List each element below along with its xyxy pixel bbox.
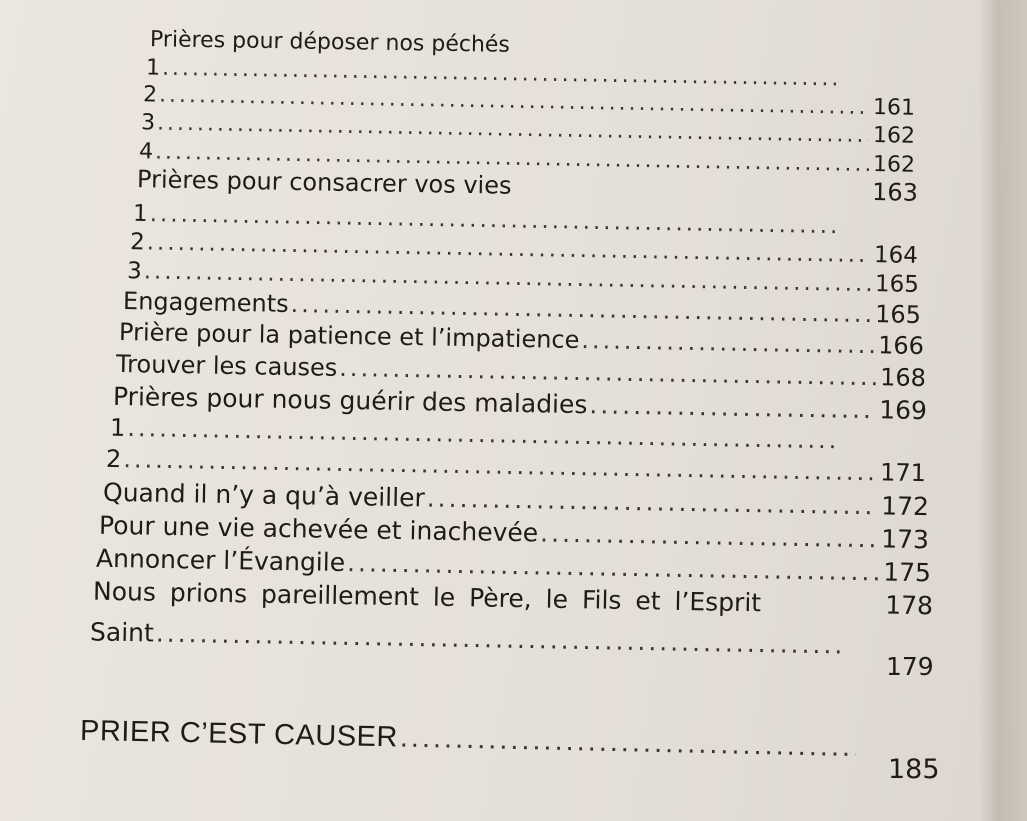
- toc-page-number: 165: [874, 300, 922, 329]
- toc-entry-label: 4: [138, 139, 154, 165]
- toc-entry-label: Engagements: [122, 287, 289, 318]
- toc-page-number: 172: [880, 491, 930, 522]
- toc-heading-label: Prières pour nous guérir des maladies: [112, 381, 588, 420]
- dot-leader: [589, 390, 875, 424]
- toc-entry-label: 1: [145, 55, 161, 81]
- toc-section-label: PRIER C’EST CAUSER: [79, 714, 399, 754]
- toc-entry-label: 2: [142, 82, 158, 108]
- dot-leader: [581, 326, 874, 359]
- toc-page-number: 171: [879, 458, 927, 488]
- toc-page-number: 178: [884, 590, 934, 621]
- dot-leader: [540, 518, 878, 553]
- toc-page-number: 169: [878, 395, 928, 426]
- toc-entry-trinite-line2[interactable]: [90, 617, 850, 659]
- dot-leader: [427, 483, 878, 520]
- toc-heading-deposer: Prières pour déposer nos péchés: [149, 27, 511, 58]
- toc-entry-label: 2: [105, 444, 122, 474]
- toc-page-number: 162: [872, 152, 916, 178]
- toc-page-number: 164: [873, 242, 919, 269]
- dot-leader: [156, 619, 847, 660]
- toc-entry-label: Quand il n’y a qu’à veiller: [102, 477, 426, 513]
- toc-entry-label: Trouver les causes: [115, 349, 338, 382]
- dot-leader: [347, 548, 880, 586]
- toc-entry-label: Pour une vie achevée et inachevée: [98, 510, 539, 548]
- toc-entry-label: Prière pour la patience et l’impatience: [118, 317, 580, 355]
- toc-page-number: 166: [877, 331, 925, 361]
- toc-page-number: 168: [879, 363, 927, 393]
- toc-page-number: 175: [882, 557, 932, 588]
- toc-entry-label: Annoncer l’Évangile: [95, 543, 346, 578]
- toc-entry-label: 1: [109, 413, 126, 442]
- toc-page-number: 162: [872, 123, 916, 149]
- toc-entry-label: 3: [140, 110, 156, 136]
- toc-entry-label: Nous prions pareillement le Père, le Fils et l’Esprit: [92, 576, 762, 618]
- toc-page-number-section: 185: [888, 754, 940, 785]
- toc-entry-label: 1: [132, 200, 148, 228]
- dot-leader: [339, 354, 876, 391]
- toc-page-number: 161: [872, 95, 916, 121]
- toc-page-number: 165: [874, 271, 920, 298]
- dot-leader: [400, 722, 857, 765]
- toc-entry-label: Saint: [89, 617, 155, 648]
- toc-page-number: 163: [871, 178, 919, 207]
- toc-section-prier[interactable]: [80, 715, 861, 764]
- toc-page-number-trinite: 179: [886, 652, 934, 681]
- toc-heading-label: Prières pour consacrer vos vies: [136, 165, 512, 200]
- toc-entry-label: 2: [129, 229, 145, 256]
- toc-page-number: 173: [880, 524, 930, 555]
- toc-entry-label: 3: [126, 258, 142, 285]
